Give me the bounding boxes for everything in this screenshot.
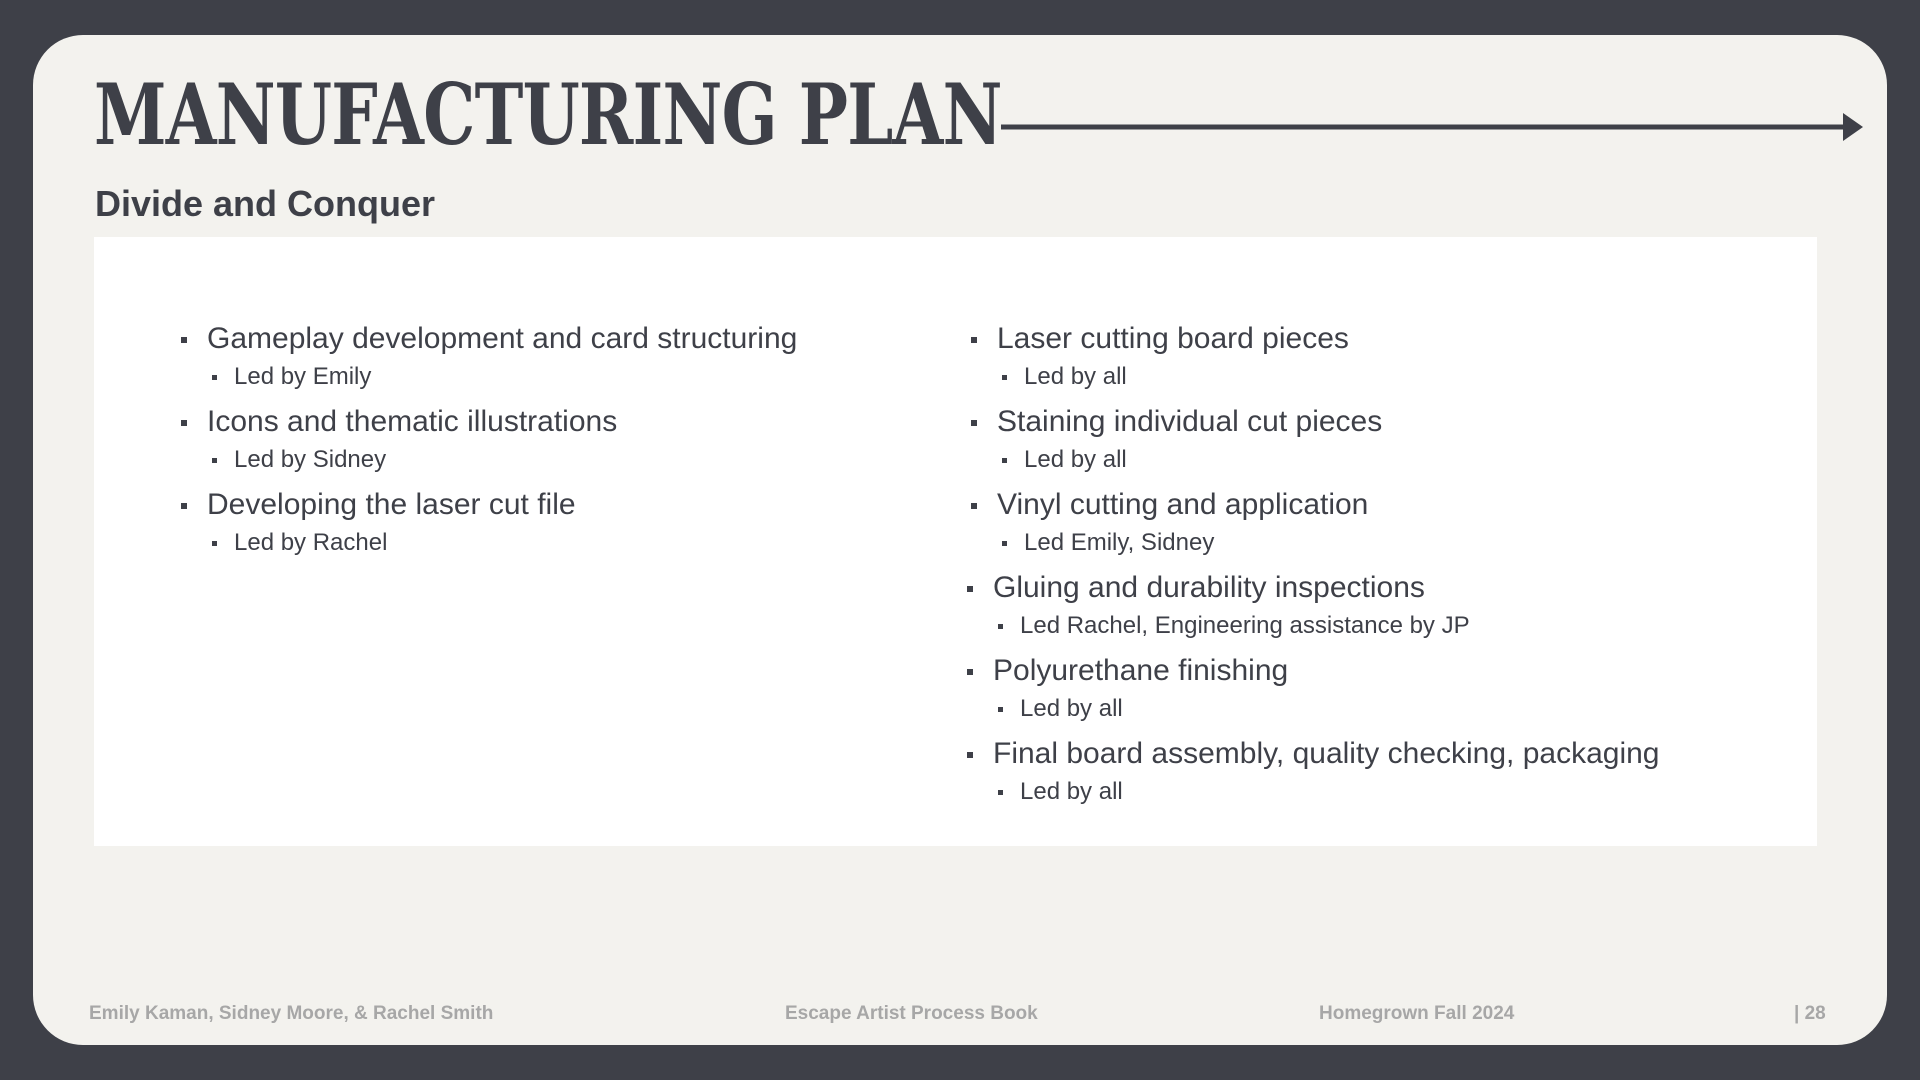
bullet-icon: [181, 337, 187, 343]
bullet-icon: [212, 541, 217, 546]
bullet-icon: [181, 420, 187, 426]
bullet-icon: [998, 624, 1003, 629]
page-title: MANUFACTURING PLAN: [94, 65, 1002, 164]
bullet-icon: [1002, 375, 1007, 380]
bullet-icon: [212, 458, 217, 463]
footer-program: Homegrown Fall 2024: [1319, 1003, 1515, 1024]
list-subitem: Led by Rachel: [234, 529, 388, 556]
footer-book-title: Escape Artist Process Book: [785, 1003, 1038, 1024]
bullet-icon: [971, 420, 977, 426]
bullet-icon: [967, 752, 973, 758]
slide: [33, 35, 1887, 1045]
page-number: | 28: [1794, 1003, 1826, 1024]
content-panel: [94, 237, 1817, 846]
list-subitem: Led by Emily: [234, 363, 372, 390]
bullet-icon: [967, 586, 973, 592]
list-item: Developing the laser cut file: [207, 488, 576, 521]
list-subitem: Led Rachel, Engineering assistance by JP: [1020, 612, 1470, 639]
arrow-right-icon: [1001, 107, 1863, 147]
list-subitem: Led by all: [1020, 695, 1123, 722]
bullet-icon: [212, 375, 217, 380]
list-item: Gameplay development and card structuring: [207, 322, 798, 355]
page-subtitle: Divide and Conquer: [95, 183, 436, 224]
bullet-icon: [1002, 541, 1007, 546]
bullet-icon: [181, 503, 187, 509]
bullet-icon: [998, 707, 1003, 712]
bullet-icon: [998, 790, 1003, 795]
footer-authors: Emily Kaman, Sidney Moore, & Rachel Smith: [89, 1003, 494, 1024]
bullet-icon: [971, 503, 977, 509]
list-item: Vinyl cutting and application: [997, 488, 1369, 521]
list-item: Final board assembly, quality checking, packaging: [993, 737, 1660, 770]
list-subitem: Led Emily, Sidney: [1024, 529, 1215, 556]
list-item: Gluing and durability inspections: [993, 571, 1425, 604]
list-subitem: Led by Sidney: [234, 446, 387, 473]
bullet-icon: [971, 337, 977, 343]
list-subitem: Led by all: [1024, 363, 1127, 390]
list-item: Polyurethane finishing: [993, 654, 1289, 687]
list-subitem: Led by all: [1020, 778, 1123, 805]
list-item: Icons and thematic illustrations: [207, 405, 618, 438]
list-item: Laser cutting board pieces: [997, 322, 1349, 355]
bullet-icon: [1002, 458, 1007, 463]
bullet-icon: [967, 669, 973, 675]
list-item: Staining individual cut pieces: [997, 405, 1383, 438]
list-subitem: Led by all: [1024, 446, 1127, 473]
